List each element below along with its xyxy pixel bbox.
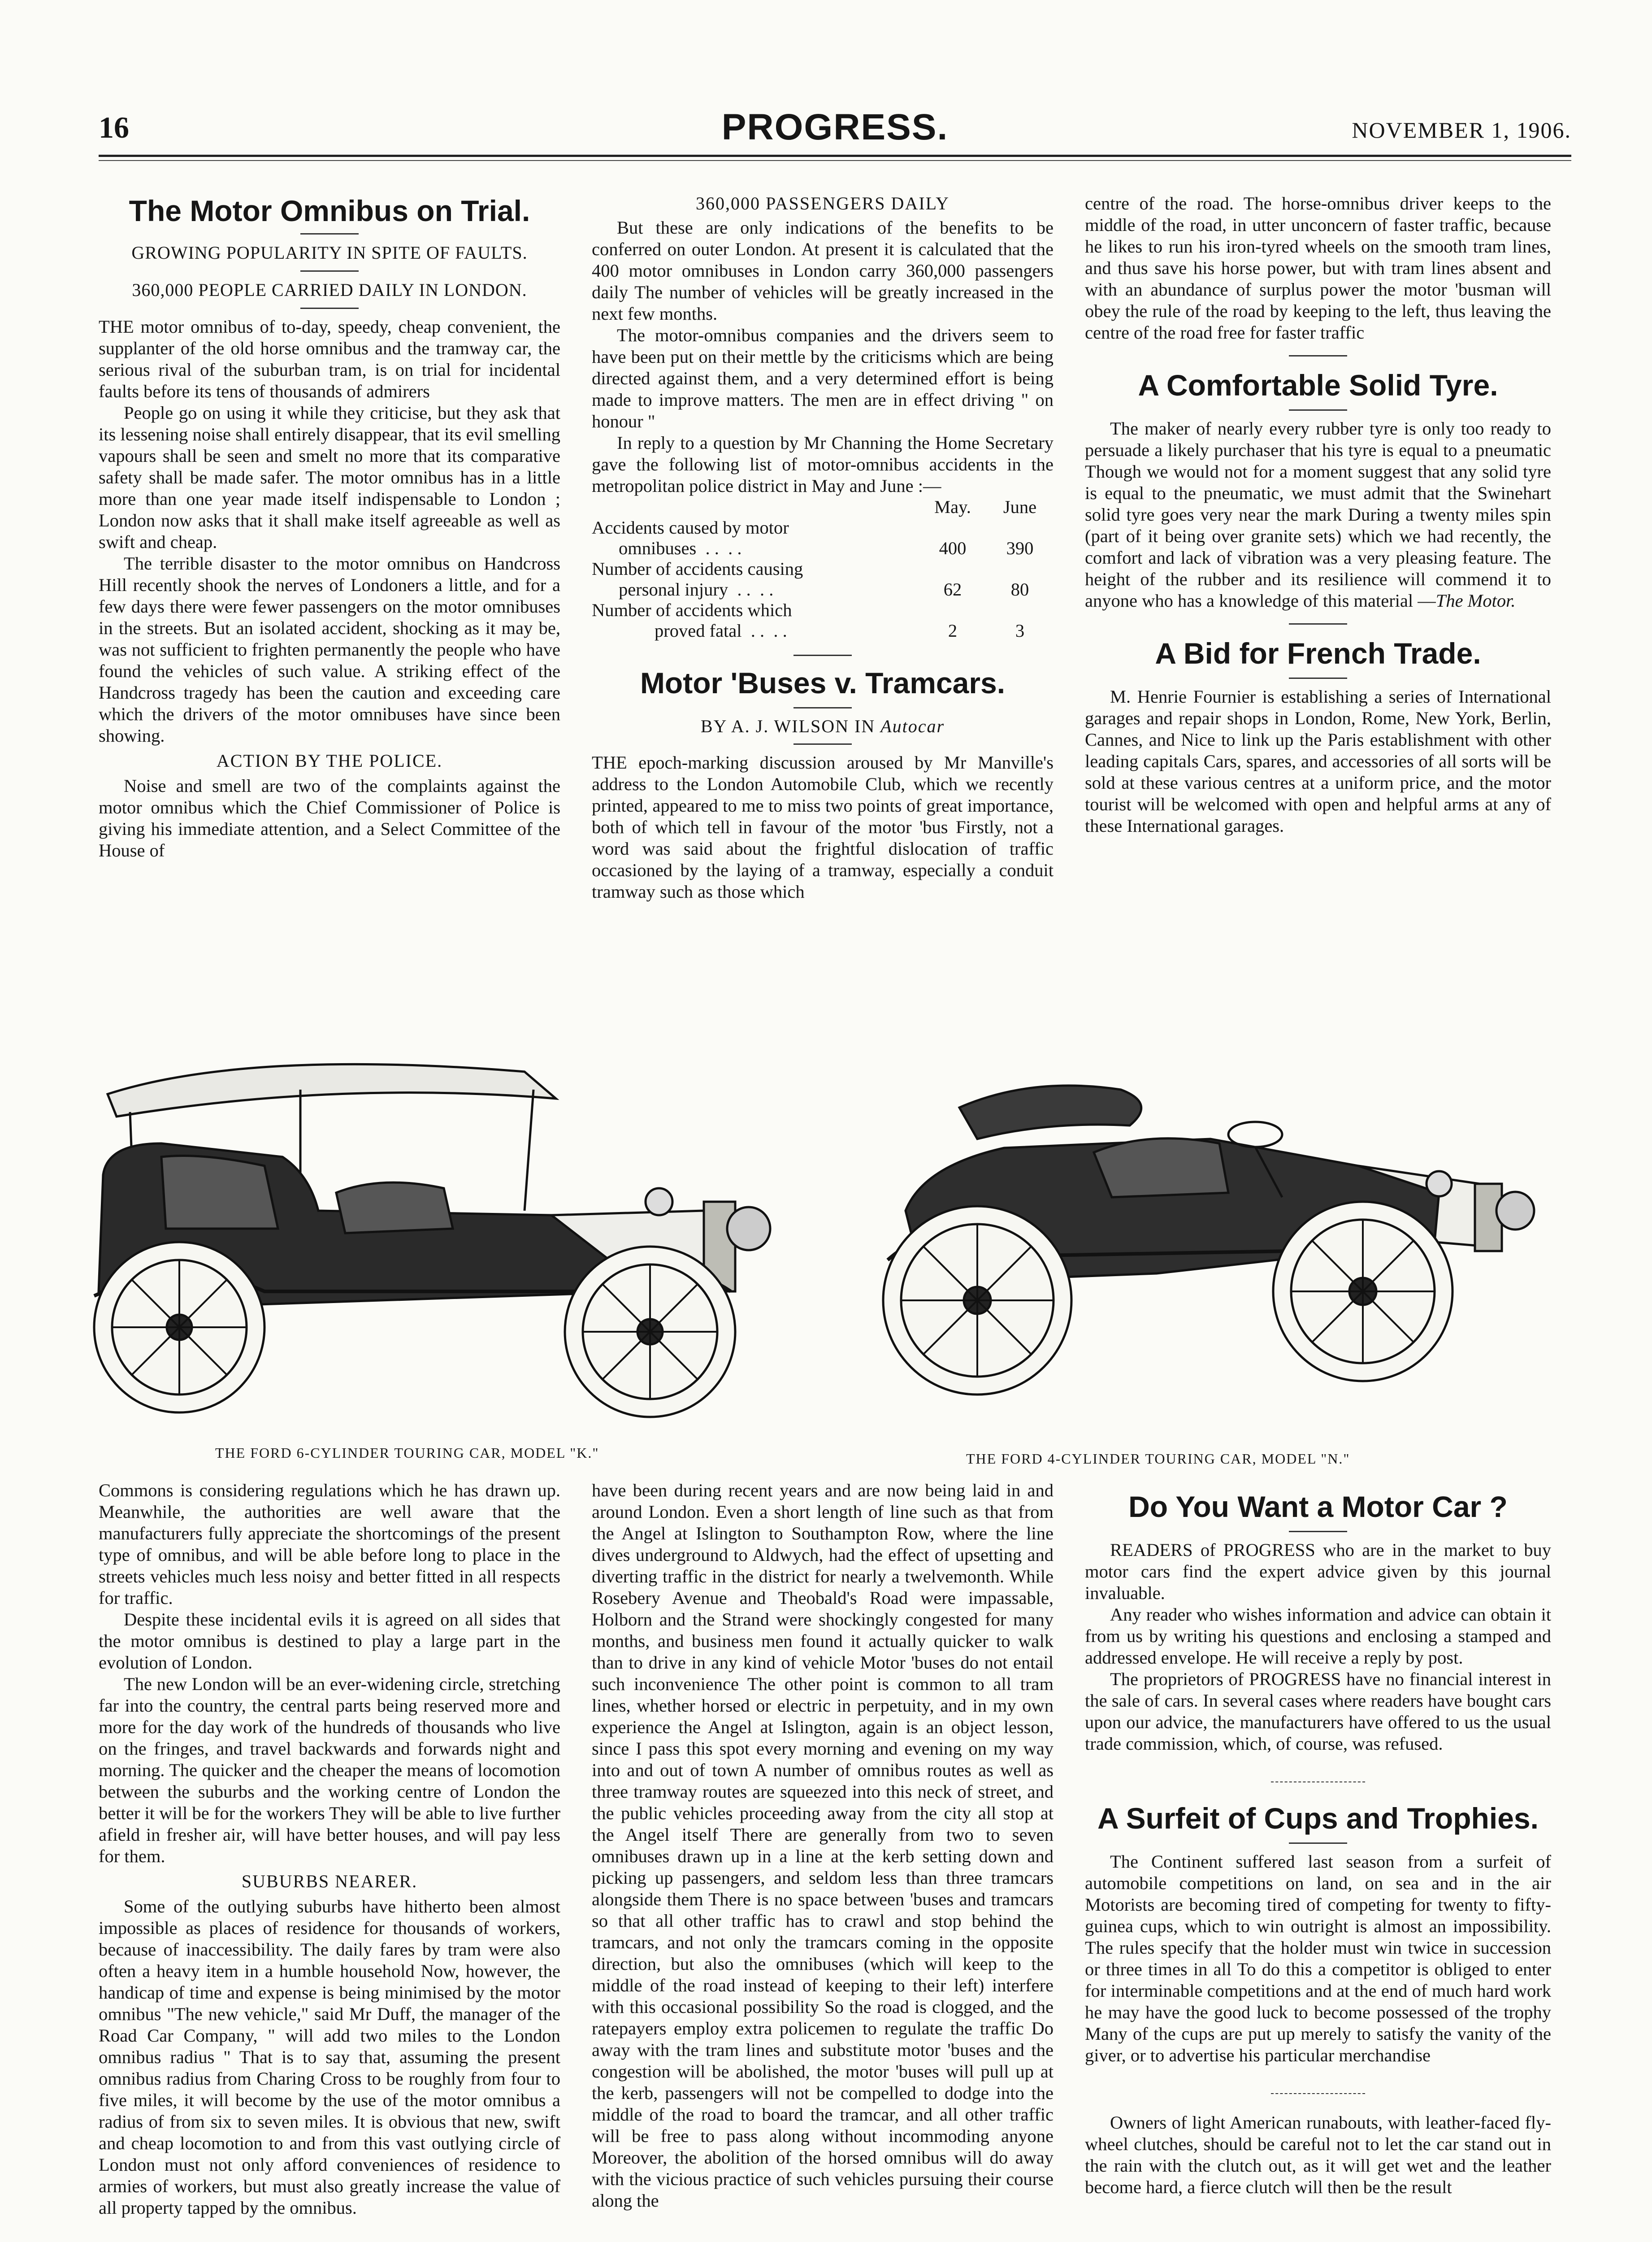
- caption-model-k: THE FORD 6-CYLINDER TOURING CAR, MODEL "K.": [215, 1445, 599, 1461]
- publication-title: PROGRESS.: [721, 107, 949, 148]
- subhead-passengers: 360,000 PEOPLE CARRIED DAILY IN LONDON.: [132, 280, 527, 300]
- table-cell: 3: [1015, 621, 1025, 641]
- paragraph: The Continent suffered last season from a surfeit of automobile competitions on land, on sea and in the air Motorists are becoming tired of competing for twenty to fifty-guinea cups, which to win outright is almost an impossibility. The rules specify that the holder must win twice in succession or three times in all To do this a competitor is obliged to enter for interminable competitions and at the end of much hard work he may have the good luck to become possessed of the trophy Many of the cups are put up merely to satisfy the vanity of the giver, or to advertise his particular merchandise: [1085, 1851, 1551, 2065]
- divider: [1289, 1842, 1347, 1844]
- divider: [793, 707, 852, 708]
- source-credit: The Motor.: [1435, 591, 1516, 611]
- ford-model-n-illustration: [843, 1049, 1578, 1435]
- paragraph: Commons is considering regulations which he has drawn up. Meanwhile, the authorities are well aware that the manufacturers fully appreciate the shortcomings of the present type of omnibus, and will be able before long to place in the streets vehicles much less noisy and better fitted in all respects for traffic.: [99, 1480, 560, 1608]
- paragraph: READERS of PROGRESS who are in the market to buy motor cars find the expert advice given by this journal invaluable.: [1085, 1540, 1551, 1603]
- paragraph: The maker of nearly every rubber tyre is only too ready to persuade a likely purchaser that his tyre is equal to a pneumatic Though we would not for a moment suggest that any solid tyre is equal to the pneumatic, we must admit that the Swinehart solid tyre goes very near the mark During a twenty miles spin (part of it being over granite sets) which we had recently, the comfort and lack of vibration was a very pleasing feature. The height of the rubber and its resilience will commend it to anyone who has a knowledge of this material —The Motor.: [1085, 418, 1551, 611]
- table-cell: 2: [948, 621, 958, 641]
- column-top-1: [99, 193, 560, 861]
- header-rule-thin: [99, 160, 1571, 161]
- header-rule: [99, 155, 1571, 157]
- divider: [1289, 678, 1347, 679]
- article-title-tyre: A Comfortable Solid Tyre.: [1138, 369, 1498, 402]
- paragraph: Any reader who wishes information and advice can obtain it from us by writing his questions and enclosing a stamped and addressed envelope. He will receive a reply by post.: [1085, 1604, 1551, 1668]
- divider: [793, 655, 852, 656]
- paragraph: THE epoch-marking discussion aroused by Mr Manville's address to the London Automobile Club, which we recently printed, appeared to me to miss two points of great importance, both of which tell in favour of the motor 'bus Firstly, not a word was said about the frightful dislocation of traffic occasioned by the laying of a tramway, especially a conduit tramway such as those which: [592, 752, 1054, 902]
- caption-model-n: THE FORD 4-CYLINDER TOURING CAR, MODEL "N.": [966, 1451, 1350, 1467]
- divider: [300, 233, 359, 235]
- paragraph: The motor-omnibus companies and the drivers seem to have been put on their mettle by the criticisms which are being directed against them, and a very determined effort is being made to improve matters. The men are in effect driving " on honour ": [592, 325, 1054, 431]
- page-number: 16: [99, 110, 129, 144]
- divider: [793, 743, 852, 745]
- paragraph: have been during recent years and are now being laid in and around London. Even a short length of line such as that from the Angel at Islington to Southampton Row, where the line dives underground to Aldwych, had the effect of upsetting and diverting traffic in the district for nearly a twelvemonth. While Rosebery Avenue and Theobald's Road were impassable, Holborn and the Strand were shockingly congested for many months, and business men found it actually quicker to walk than to drive in any kind of vehicle Motor 'buses do not entail such inconvenience The other point is common to all tram lines, whether horsed or electric in perpetuity, and in my own experience the Angel at Islington, again is an object lesson, since I pass this spot every morning and evening on my way into and out of town A number of omnibus routes as well as three tramway routes are squeezed into this neck of street, and the public vehicles proceeding away from the city all stop at the Angel itself There are generally from two to seven omnibuses drawn up in a line at the kerb setting down and picking up passengers, and seldom less than three tramcars alongside them There is no space between 'buses and tramcars so that all other traffic has to crawl and stop behind the tramcars, and not only the tramcars coming in the opposite direction, but also the omnibuses (which will keep to the middle of the road instead of keeping to their left) interfere with this occasional possibility So the road is clogged, and the ratepayers employ extra policemen to regulate the traffic Do away with the tram lines and substitute motor 'buses and the congestion will be abolished, the motor 'buses will pull up at the kerb, passengers will not be compelled to dodge into the middle of the road to board the tramcar, and all other traffic will be free to pass along without incommoding anyone Moreover, the abolition of the horsed omnibus will do away with the vicious practice of such vehicles pursuing their course along the: [592, 1480, 1054, 2211]
- table-row-label: Number of accidents causing: [592, 559, 803, 579]
- table-row-label: omnibuses: [619, 538, 697, 558]
- article-title-cups: A Surfeit of Cups and Trophies.: [1097, 1802, 1539, 1835]
- table-cell: 390: [1006, 538, 1034, 558]
- section-heading-passengers: 360,000 PASSENGERS DAILY: [696, 193, 950, 213]
- article-title-french: A Bid for French Trade.: [1155, 637, 1481, 670]
- paragraph: People go on using it while they criticise, but they ask that its lessening noise shall entirely disappear, that its evil smelling vapours shall be seen and smelt no more that its comparative safety shall be made safer. The motor omnibus has in a little more than one year made itself indispensable to London ; London now asks that it shall make itself agreeable as well as swift and cheap.: [99, 403, 560, 552]
- issue-date: NOVEMBER 1, 1906.: [1352, 117, 1571, 143]
- section-heading-suburbs: SUBURBS NEARER.: [241, 1871, 418, 1891]
- paragraph: Noise and smell are two of the complaints against the motor omnibus which the Chief Commissioner of Police is giving his immediate attention, and a Select Committee of the House of: [99, 776, 560, 860]
- article-title-omnibus: The Motor Omnibus on Trial.: [129, 194, 530, 227]
- divider: [1289, 623, 1347, 625]
- column-bottom-1: [99, 1480, 560, 2219]
- ford-model-k-illustration: [67, 1040, 829, 1435]
- column-top-2: [592, 193, 1054, 903]
- article-title-tramcars: Motor 'Buses v. Tramcars.: [640, 666, 1006, 700]
- divider: [1289, 1531, 1347, 1532]
- divider: [300, 270, 359, 272]
- page-header: [99, 105, 1571, 168]
- paragraph: centre of the road. The horse-omnibus driver keeps to the middle of the road, in utter unconcern of faster traffic, because he likes to run his iron-tyred wheels on the smooth tram lines, and thus save his horse power, but with tram lines absent and with an abundance of surplus power the motor 'busman will obey the rule of the road by keeping to the left, thus leaving the centre of the road free for faster traffic: [1085, 193, 1551, 343]
- divider: [1271, 1781, 1365, 1782]
- table-cell: 80: [1010, 579, 1029, 600]
- paragraph: But these are only indications of the benefits to be conferred on outer London. At present it is calculated that the 400 motor omnibuses in London carry 360,000 passengers daily The number of vehicles will be greatly increased in the next few months.: [592, 217, 1054, 324]
- paragraph: M. Henrie Fournier is establishing a series of International garages and repair shops in London, Rome, New York, Berlin, Cannes, and Nice to link up the Paris establishment with other leading capitals Cars, spares, and accessories of all sorts will be sold at these various centres at a uniform price, and the motor tourist will be welcomed with open and helpful arms at any of these International garages.: [1085, 687, 1551, 836]
- paragraph: The proprietors of PROGRESS have no financial interest in the sale of cars. In several cases where readers have bought cars upon our advice, the manufacturers have offered to us the usual trade commission, which, of course, was refused.: [1085, 1669, 1551, 1754]
- paragraph: THE motor omnibus of to-day, speedy, cheap convenient, the supplanter of the old horse omnibus and the tramway car, the serious rival of the suburban tram, is on trial for incidental faults before its tens of thousands of admirers: [99, 317, 560, 401]
- divider: [1271, 2093, 1365, 2094]
- paragraph: Some of the outlying suburbs have hitherto been almost impossible as places of residence for thousands of workers, because of inaccessibility. The daily fares by tram were also often a heavy item in a humble household Now, however, the handicap of time and expense is being minimised by the motor omnibus "The new vehicle," said Mr Duff, the manager of the Road Car Company, " will add two miles to the London omnibus radius " That is to say that, assuming the present omnibus radius from Charing Cross to be roughly from four to five miles, it will become by the use of the motor omnibus a radius of from six to seven miles. It is obvious that new, swift and cheap locomotion to and from this vast outlying circle of London must not only afford conveniences of residence to armies of workers, but must also greatly increase the value of all property tapped by the omnibus.: [99, 1896, 560, 2218]
- column-top-3: [1085, 193, 1551, 837]
- table-header-june: June: [1003, 497, 1037, 517]
- table-cell: 62: [943, 579, 962, 600]
- article-title-want-car: Do You Want a Motor Car ?: [1128, 1490, 1508, 1523]
- divider: [1289, 409, 1347, 411]
- paragraph: Owners of light American runabouts, with leather-faced fly-wheel clutches, should be careful not to let the car stand out in the rain with the clutch out, as it will get wet and the leather become hard, a fierce clutch will then be the result: [1085, 2112, 1551, 2197]
- table-row-label: Accidents caused by motor: [592, 517, 789, 538]
- column-bottom-2: [592, 1480, 1054, 2212]
- table-row-label: Number of accidents which: [592, 600, 792, 620]
- accidents-table: May. June Accidents caused by motor omnibuses . . . . 400 390 Number of accidents causing personal injury . . . . 62 80 Number of accidents which proved fatal . . . . 2 3: [592, 497, 1054, 641]
- byline: BY A. J. WILSON IN Autocar: [700, 716, 945, 736]
- table-cell: 400: [939, 538, 967, 558]
- paragraph: In reply to a question by Mr Channing the Home Secretary gave the following list of motor-omnibus accidents in the metropolitan police district in May and June :—: [592, 433, 1054, 496]
- table-header-may: May.: [934, 497, 971, 517]
- paragraph: The new London will be an ever-widening circle, stretching far into the country, the central parts being reserved more and more for the day work of the hundreds of thousands who live on the fringes, and travel backwards and forwards night and morning. The quicker and the cheaper the means of locomotion between the suburbs and the working centre of London the better it will be for the workers They will be able to live further afield in fresher air, will have better houses, and will pay less for them.: [99, 1674, 560, 1866]
- paragraph: The terrible disaster to the motor omnibus on Handcross Hill recently shook the nerves of Londoners a little, and for a few days there were fewer passengers on the motor omnibuses in the streets. But an isolated accident, shocking as it may be, was not sufficient to frighten permanently the people who have found the vehicles of such value. A striking effect of the Handcross tragedy has been the caution and exceeding care which the drivers of the motor omnibuses have since been showing.: [99, 553, 560, 746]
- divider: [300, 308, 359, 309]
- divider: [1289, 355, 1347, 356]
- paragraph: Despite these incidental evils it is agreed on all sides that the motor omnibus is destined to play a large part in the evolution of London.: [99, 1609, 560, 1673]
- table-row-label: proved fatal: [655, 621, 742, 641]
- subhead-popularity: GROWING POPULARITY IN SPITE OF FAULTS.: [131, 243, 528, 263]
- table-row-label: personal injury: [619, 579, 728, 600]
- column-bottom-3: [1085, 1489, 1551, 2198]
- section-heading-police: ACTION BY THE POLICE.: [216, 751, 443, 771]
